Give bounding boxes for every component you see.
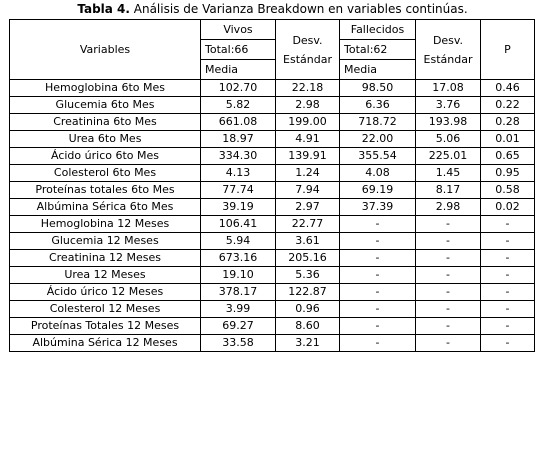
table-row — [10, 165, 535, 182]
cell-vivos-media: 106.41 — [201, 216, 276, 233]
cell-fallecidos-desv: - — [416, 318, 481, 335]
table-row — [10, 318, 535, 335]
cell-p-value: - — [481, 216, 535, 233]
cell-fallecidos-media: 37.39 — [340, 199, 416, 216]
cell-vivos-desv: 122.87 — [276, 284, 340, 301]
cell-fallecidos-desv: 193.98 — [416, 114, 481, 131]
table-row — [10, 80, 535, 97]
cell-p-value: 0.65 — [481, 148, 535, 165]
table-header — [10, 20, 535, 80]
cell-vivos-media: 3.99 — [201, 301, 276, 318]
cell-vivos-desv: 22.77 — [276, 216, 340, 233]
cell-variable: Hemoglobina 12 Meses — [10, 216, 201, 233]
cell-vivos-desv: 3.61 — [276, 233, 340, 250]
header-vivos-desv: Desv. Estándar — [276, 20, 340, 80]
cell-variable: Colesterol 12 Meses — [10, 301, 201, 318]
cell-variable: Ácido úrico 12 Meses — [10, 284, 201, 301]
cell-variable: Creatinina 12 Meses — [10, 250, 201, 267]
cell-p-value: 0.02 — [481, 199, 535, 216]
cell-p-value: - — [481, 267, 535, 284]
header-fallecidos-media: Media — [340, 60, 416, 80]
cell-fallecidos-desv: 225.01 — [416, 148, 481, 165]
table-row — [10, 148, 535, 165]
cell-variable: Proteínas totales 6to Mes — [10, 182, 201, 199]
cell-fallecidos-desv: 3.76 — [416, 97, 481, 114]
header-vivos: Vivos — [201, 20, 276, 40]
cell-vivos-media: 334.30 — [201, 148, 276, 165]
cell-p-value: 0.22 — [481, 97, 535, 114]
header-fallecidos-total: Total:62 — [340, 40, 416, 60]
cell-vivos-media: 77.74 — [201, 182, 276, 199]
cell-vivos-desv: 4.91 — [276, 131, 340, 148]
cell-vivos-desv: 8.60 — [276, 318, 340, 335]
cell-vivos-media: 5.82 — [201, 97, 276, 114]
table-row — [10, 216, 535, 233]
cell-vivos-desv: 139.91 — [276, 148, 340, 165]
cell-vivos-media: 69.27 — [201, 318, 276, 335]
cell-variable: Creatinina 6to Mes — [10, 114, 201, 131]
cell-vivos-desv: 205.16 — [276, 250, 340, 267]
cell-variable: Colesterol 6to Mes — [10, 165, 201, 182]
cell-fallecidos-media: 98.50 — [340, 80, 416, 97]
cell-fallecidos-media: - — [340, 216, 416, 233]
cell-variable: Proteínas Totales 12 Meses — [10, 318, 201, 335]
cell-fallecidos-media: - — [340, 250, 416, 267]
table-body — [10, 80, 535, 352]
cell-vivos-media: 4.13 — [201, 165, 276, 182]
cell-vivos-media: 33.58 — [201, 335, 276, 352]
header-vivos-media: Media — [201, 60, 276, 80]
cell-fallecidos-desv: - — [416, 267, 481, 284]
table-row — [10, 97, 535, 114]
cell-fallecidos-media: - — [340, 318, 416, 335]
cell-p-value: 0.46 — [481, 80, 535, 97]
cell-variable: Glucemia 12 Meses — [10, 233, 201, 250]
table-row — [10, 182, 535, 199]
cell-variable: Urea 12 Meses — [10, 267, 201, 284]
cell-vivos-media: 661.08 — [201, 114, 276, 131]
cell-vivos-media: 19.10 — [201, 267, 276, 284]
cell-fallecidos-media: - — [340, 335, 416, 352]
cell-fallecidos-media: - — [340, 267, 416, 284]
cell-variable: Albúmina Sérica 6to Mes — [10, 199, 201, 216]
cell-fallecidos-desv: - — [416, 335, 481, 352]
table-row — [10, 233, 535, 250]
cell-p-value: - — [481, 301, 535, 318]
table-caption — [0, 0, 545, 19]
table-row — [10, 301, 535, 318]
cell-vivos-desv: 5.36 — [276, 267, 340, 284]
cell-vivos-media: 18.97 — [201, 131, 276, 148]
cell-vivos-media: 5.94 — [201, 233, 276, 250]
cell-p-value: 0.28 — [481, 114, 535, 131]
cell-variable: Ácido úrico 6to Mes — [10, 148, 201, 165]
header-fallecidos: Fallecidos — [340, 20, 416, 40]
cell-p-value: 0.95 — [481, 165, 535, 182]
cell-fallecidos-desv: - — [416, 216, 481, 233]
cell-variable: Urea 6to Mes — [10, 131, 201, 148]
cell-fallecidos-desv: 2.98 — [416, 199, 481, 216]
table-row — [10, 114, 535, 131]
table-row — [10, 267, 535, 284]
cell-fallecidos-desv: 5.06 — [416, 131, 481, 148]
cell-p-value: - — [481, 250, 535, 267]
table-row — [10, 284, 535, 301]
cell-vivos-desv: 199.00 — [276, 114, 340, 131]
cell-vivos-desv: 2.97 — [276, 199, 340, 216]
table-row — [10, 250, 535, 267]
header-p: P — [481, 20, 535, 80]
cell-fallecidos-desv: 17.08 — [416, 80, 481, 97]
cell-vivos-media: 39.19 — [201, 199, 276, 216]
cell-fallecidos-desv: - — [416, 284, 481, 301]
cell-vivos-media: 102.70 — [201, 80, 276, 97]
cell-variable: Albúmina Sérica 12 Meses — [10, 335, 201, 352]
cell-vivos-desv: 2.98 — [276, 97, 340, 114]
cell-fallecidos-media: - — [340, 233, 416, 250]
cell-vivos-media: 378.17 — [201, 284, 276, 301]
cell-fallecidos-desv: - — [416, 233, 481, 250]
header-variables: Variables — [10, 20, 201, 80]
cell-vivos-desv: 7.94 — [276, 182, 340, 199]
cell-fallecidos-media: 69.19 — [340, 182, 416, 199]
cell-p-value: 0.01 — [481, 131, 535, 148]
cell-vivos-media: 673.16 — [201, 250, 276, 267]
cell-vivos-desv: 3.21 — [276, 335, 340, 352]
cell-fallecidos-media: 4.08 — [340, 165, 416, 182]
cell-p-value: - — [481, 335, 535, 352]
cell-fallecidos-desv: - — [416, 301, 481, 318]
cell-fallecidos-desv: 8.17 — [416, 182, 481, 199]
cell-vivos-desv: 22.18 — [276, 80, 340, 97]
cell-vivos-desv: 0.96 — [276, 301, 340, 318]
cell-fallecidos-media: - — [340, 301, 416, 318]
cell-fallecidos-desv: 1.45 — [416, 165, 481, 182]
caption-text: Análisis de Varianza Breakdown en variables continúas. — [129, 2, 468, 16]
cell-vivos-desv: 1.24 — [276, 165, 340, 182]
cell-p-value: 0.58 — [481, 182, 535, 199]
cell-fallecidos-media: - — [340, 284, 416, 301]
cell-p-value: - — [481, 318, 535, 335]
cell-fallecidos-media: 22.00 — [340, 131, 416, 148]
cell-variable: Hemoglobina 6to Mes — [10, 80, 201, 97]
table-row — [10, 335, 535, 352]
caption-label: Tabla 4. — [77, 2, 130, 16]
table-row — [10, 199, 535, 216]
cell-fallecidos-desv: - — [416, 250, 481, 267]
table-row — [10, 131, 535, 148]
header-fallecidos-desv: Desv. Estándar — [416, 20, 481, 80]
cell-fallecidos-media: 355.54 — [340, 148, 416, 165]
cell-variable: Glucemia 6to Mes — [10, 97, 201, 114]
cell-p-value: - — [481, 284, 535, 301]
cell-fallecidos-media: 6.36 — [340, 97, 416, 114]
cell-p-value: - — [481, 233, 535, 250]
anova-table — [9, 19, 535, 352]
cell-fallecidos-media: 718.72 — [340, 114, 416, 131]
header-vivos-total: Total:66 — [201, 40, 276, 60]
